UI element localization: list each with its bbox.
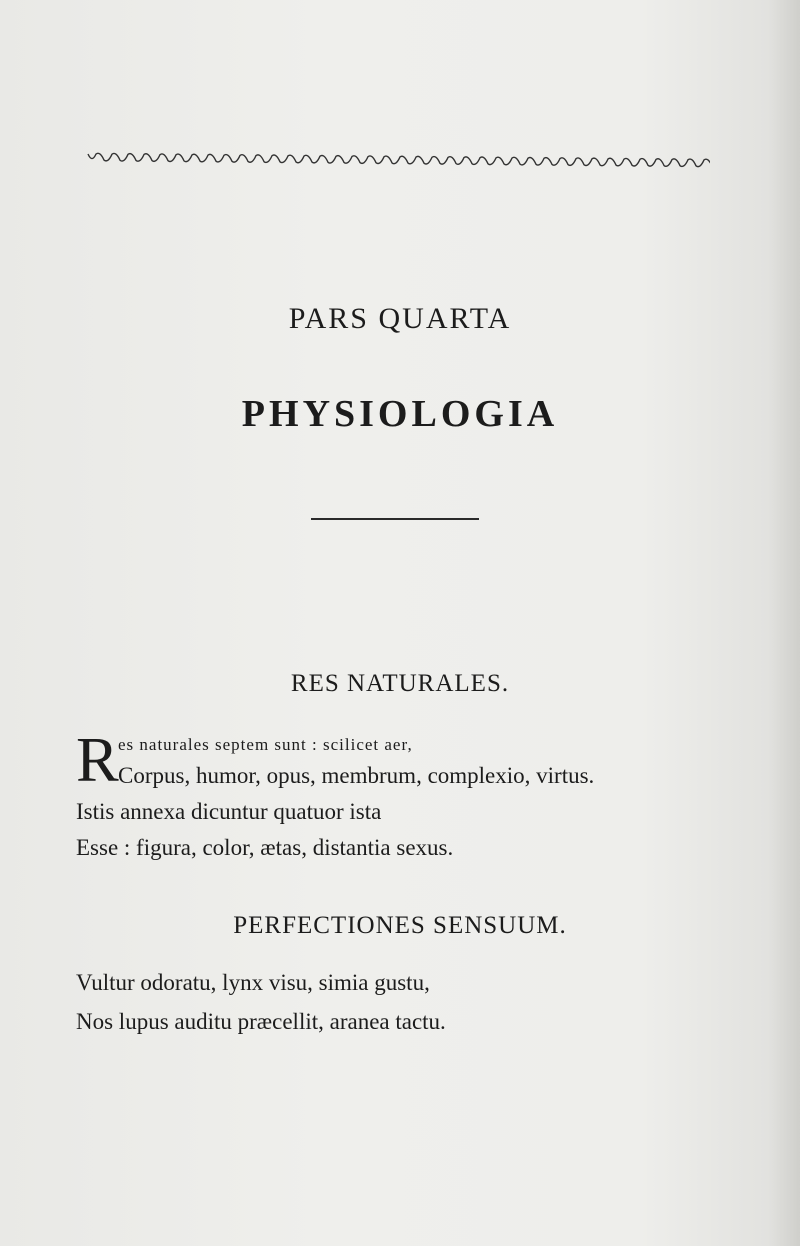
drop-cap: R [76, 724, 119, 795]
verse-line: Vultur odoratu, lynx visu, simia gustu, [76, 970, 430, 995]
part-label: PARS QUARTA [288, 302, 512, 335]
verse-line-text: es naturales septem sunt : scilicet aer, [118, 735, 413, 754]
section-heading-perfectiones-sensuum: PERFECTIONES SENSUUM. [233, 912, 567, 939]
divider-rule [311, 518, 479, 520]
page-title: PHYSIOLOGIA [241, 393, 559, 435]
wavy-rule-icon [86, 146, 710, 170]
verse-line: Nos lupus auditu præcellit, aranea tactu. [76, 1009, 446, 1034]
verse-line: Esse : figura, color, ætas, distantia sexus. [76, 835, 454, 860]
section-heading-res-naturales: RES NATURALES. [290, 670, 510, 697]
verse-line: Istis annexa dicuntur quatuor ista [76, 799, 382, 824]
verse-line: Corpus, humor, opus, membrum, complexio, virtus. [118, 763, 595, 788]
verse-line [118, 730, 413, 756]
